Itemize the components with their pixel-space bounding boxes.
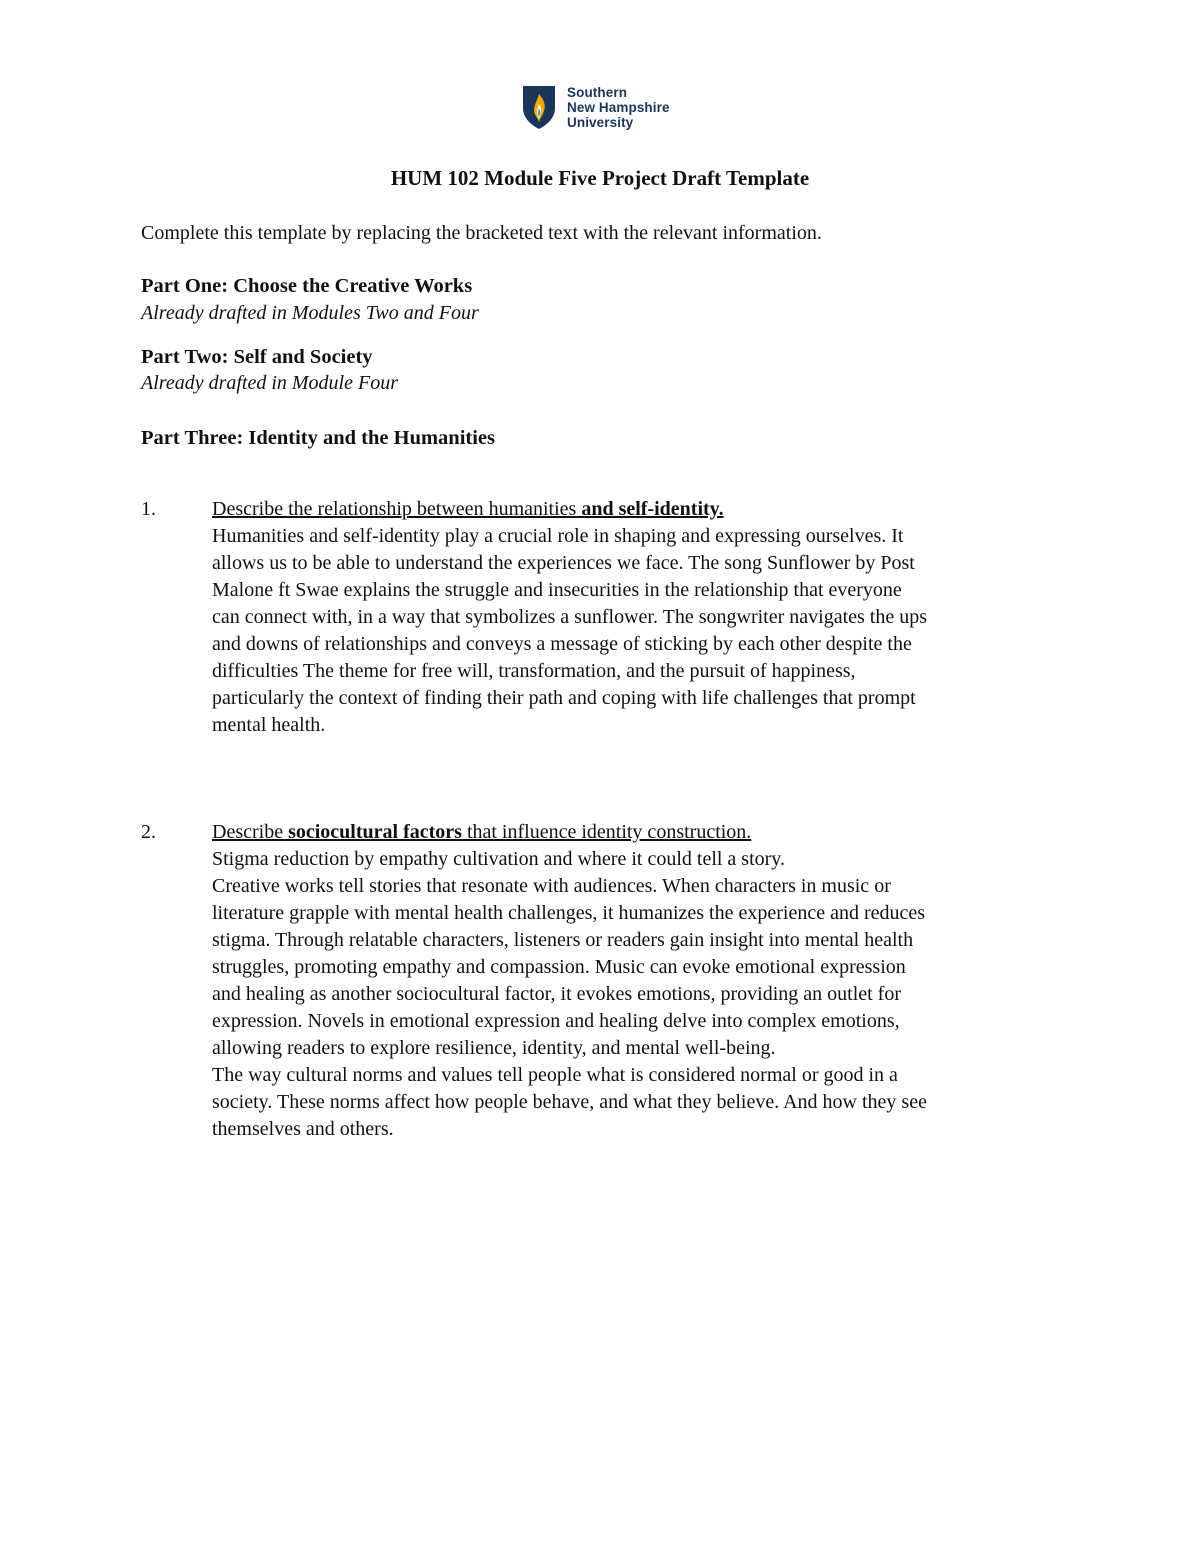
answer-2-line: Stigma reduction by empathy cultivation and where it could tell a story. xyxy=(212,848,786,870)
answer-2-line: stigma. Through relatable characters, listeners or readers gain insight into mental health xyxy=(212,929,914,951)
answer-1-line: Humanities and self-identity play a crucial role in shaping and expressing ourselves. It xyxy=(212,525,904,547)
answer-1-line: difficulties The theme for free will, transformation, and the pursuit of happiness, xyxy=(212,660,856,682)
question-2-prompt-bold: sociocultural factors xyxy=(288,821,462,843)
answer-1-line: Malone ft Swae explains the struggle and insecurities in the relationship that everyone xyxy=(212,579,902,601)
answer-1-line: particularly the context of finding their path and coping with life challenges that prompt xyxy=(212,687,916,709)
part-one-heading: Part One: Choose the Creative Works xyxy=(141,275,473,297)
answer-1-line: and downs of relationships and conveys a message of sticking by each other despite the xyxy=(212,633,912,655)
question-2-prompt-after: that influence identity construction. xyxy=(461,821,752,843)
logo-line-2: New Hampshire xyxy=(567,99,670,115)
answer-2-line: allowing readers to explore resilience, identity, and mental well-being. xyxy=(212,1037,776,1059)
question-2-prompt xyxy=(212,819,1082,846)
question-2 xyxy=(212,819,1082,1143)
answer-1-line: can connect with, in a way that symbolizes a sunflower. The songwriter navigates the ups xyxy=(212,606,927,628)
answer-1-line: mental health. xyxy=(212,714,326,736)
logo-line-1: Southern xyxy=(567,84,628,100)
answer-2-line: Creative works tell stories that resonate with audiences. When characters in music or xyxy=(212,875,891,897)
part-one-subtitle: Already drafted in Modules Two and Four xyxy=(141,302,479,324)
answer-2-line: expression. Novels in emotional expression and healing delve into complex emotions, xyxy=(212,1010,900,1032)
question-1-prompt xyxy=(212,496,1082,523)
answer-2-line: themselves and others. xyxy=(212,1118,394,1140)
question-1-prompt-plain: Describe the relationship between humanities xyxy=(212,498,582,520)
logo-line-3: University xyxy=(567,114,634,130)
question-1 xyxy=(212,496,1082,739)
answer-2-line: The way cultural norms and values tell people what is considered normal or good in a xyxy=(212,1064,898,1086)
shield-flame-icon xyxy=(521,84,557,130)
answer-1-line: allows us to be able to understand the experiences we face. The song Sunflower by Post xyxy=(212,552,915,574)
part-three-heading: Part Three: Identity and the Humanities xyxy=(141,427,496,449)
intro-text: Complete this template by replacing the bracketed text with the relevant information. xyxy=(141,222,822,244)
logo-wordmark xyxy=(567,85,670,130)
university-logo xyxy=(521,84,670,130)
question-2-prompt-plain: Describe xyxy=(212,821,289,843)
part-two-heading: Part Two: Self and Society xyxy=(141,346,373,368)
question-1-number: 1. xyxy=(141,498,156,520)
answer-2-line: literature grapple with mental health challenges, it humanizes the experience and reduces xyxy=(212,902,926,924)
answer-2-line: struggles, promoting empathy and compassion. Music can evoke emotional expression xyxy=(212,956,906,978)
answer-2-line: and healing as another sociocultural factor, it evokes emotions, providing an outlet for xyxy=(212,983,902,1005)
question-1-prompt-bold: and self-identity. xyxy=(581,498,724,520)
document-title: HUM 102 Module Five Project Draft Template xyxy=(390,166,810,190)
part-two-subtitle: Already drafted in Module Four xyxy=(141,372,398,394)
answer-2-line: society. These norms affect how people behave, and what they believe. And how they see xyxy=(212,1091,927,1113)
question-2-number: 2. xyxy=(141,821,156,843)
